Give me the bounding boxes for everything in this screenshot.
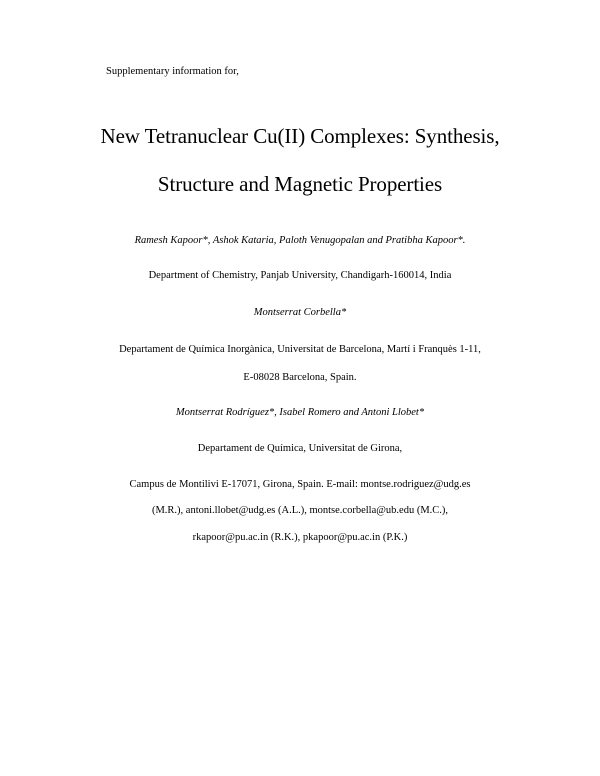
affiliation-2-line-1: Departament de Química Inorgànica, Universitat de Barcelona, Martí i Franquès 1-11,: [119, 344, 481, 355]
contact-line-2: (M.R.), antoni.llobet@udg.es (A.L.), montse.corbella@ub.edu (M.C.),: [151, 505, 449, 516]
contact-line-3: rkapoor@pu.ac.in (R.K.), pkapoor@pu.ac.in (P.K.): [192, 532, 408, 543]
author-group-3: Montserrat Rodríguez*, Isabel Romero and Antoni Llobet*: [175, 407, 425, 418]
affiliation-1: Department of Chemistry, Panjab University, Chandigarh-160014, India: [148, 270, 452, 281]
paper-title-line-2: Structure and Magnetic Properties: [157, 172, 443, 196]
author-group-1: Ramesh Kapoor*, Ashok Kataria, Paloth Venugopalan and Pratibha Kapoor*.: [134, 235, 466, 246]
supplementary-label: Supplementary information for,: [106, 66, 239, 77]
contact-line-1: Campus de Montilivi E-17071, Girona, Spain. E-mail: montse.rodriguez@udg.es: [129, 479, 471, 490]
paper-title-line-1: New Tetranuclear Cu(II) Complexes: Synthesis,: [100, 124, 500, 148]
affiliation-3: Departament de Química, Universitat de Girona,: [197, 443, 403, 454]
author-group-2: Montserrat Corbella*: [253, 307, 347, 318]
affiliation-2-line-2: E-08028 Barcelona, Spain.: [243, 372, 357, 383]
